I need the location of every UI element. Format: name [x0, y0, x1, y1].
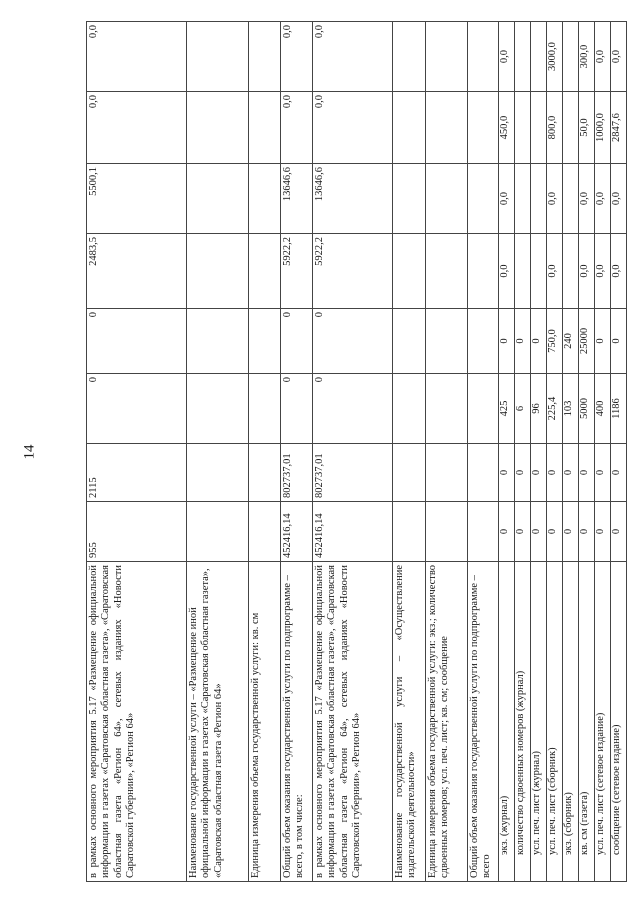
cell-value: 0,0 [499, 164, 515, 234]
cell-value: 0 [515, 502, 531, 562]
cell-value: 802737,01 [281, 444, 313, 502]
cell-value [187, 234, 249, 309]
cell-value [426, 309, 468, 374]
cell-value: 2115 [87, 444, 187, 502]
row-label: в рамках основного мероприятия 5.17 «Размещение официальной информации в газетах «Саратовская областная газета», «Саратовская областная газета «Регион 64», сетевых изданиях «Новости Саратовской губернии», «Регион 64» [87, 562, 187, 882]
cell-value: 0,0 [547, 234, 563, 309]
cell-value: 5922,2 [313, 234, 393, 309]
cell-value [515, 92, 531, 164]
cell-value: 13646,6 [313, 164, 393, 234]
cell-value: 955 [87, 502, 187, 562]
cell-value: 2483,5 [87, 234, 187, 309]
cell-value: 0 [515, 444, 531, 502]
cell-value [531, 234, 547, 309]
cell-value: 1186 [611, 374, 627, 444]
cell-value [468, 234, 499, 309]
cell-value: 0 [595, 502, 611, 562]
cell-value: 0,0 [313, 22, 393, 92]
cell-value [468, 92, 499, 164]
table-row [393, 22, 426, 882]
cell-value [426, 22, 468, 92]
cell-value [426, 92, 468, 164]
cell-value: 0 [579, 502, 595, 562]
cell-value: 0 [313, 374, 393, 444]
cell-value: 0 [611, 444, 627, 502]
cell-value [249, 444, 281, 502]
row-label: в рамках основного мероприятия 5.17 «Размещение официальной информации в газетах «Саратовская областная газета», «Саратовская областная газета «Регион 64», сетевых изданиях «Новости Саратовской губернии», «Регион 64» [313, 562, 393, 882]
row-label: кв. см (газета) [579, 562, 595, 882]
cell-value: 0,0 [595, 164, 611, 234]
cell-value: 0,0 [579, 164, 595, 234]
row-label: усл. печ. лист (сетевое издание) [595, 562, 611, 882]
cell-value: 452416,14 [281, 502, 313, 562]
cell-value: 96 [531, 374, 547, 444]
cell-value: 0 [579, 444, 595, 502]
table-row [563, 22, 579, 882]
cell-value: 802737,01 [313, 444, 393, 502]
cell-value [393, 22, 426, 92]
cell-value: 450,0 [499, 92, 515, 164]
cell-value: 800,0 [547, 92, 563, 164]
budget-table [86, 21, 627, 882]
cell-value: 6 [515, 374, 531, 444]
cell-value [393, 502, 426, 562]
table-row [187, 22, 249, 882]
cell-value [393, 309, 426, 374]
cell-value [563, 92, 579, 164]
cell-value [563, 22, 579, 92]
table-row [426, 22, 468, 882]
cell-value: 0 [595, 309, 611, 374]
row-label: Единица измерения объема государственной услуги: экз.; количество сдвоенных номеров; усл. печ. лист; кв. см; сообщение [426, 562, 468, 882]
cell-value [515, 234, 531, 309]
cell-value [393, 164, 426, 234]
table-row [281, 22, 313, 882]
cell-value: 0,0 [611, 164, 627, 234]
page-number: 14 [21, 444, 38, 460]
cell-value: 0,0 [313, 92, 393, 164]
cell-value [426, 234, 468, 309]
cell-value: 240 [563, 309, 579, 374]
table-row [468, 22, 499, 882]
cell-value: 0 [515, 309, 531, 374]
row-label: количество сдвоенных номеров (журнал) [515, 562, 531, 882]
cell-value [515, 22, 531, 92]
cell-value [531, 164, 547, 234]
cell-value: 0,0 [611, 234, 627, 309]
table-row [595, 22, 611, 882]
cell-value: 0,0 [547, 164, 563, 234]
cell-value: 0 [499, 309, 515, 374]
row-label: усл. печ. лист (сборник) [547, 562, 563, 882]
row-label: Единица измерения объема государственной услуги: кв. см [249, 562, 281, 882]
cell-value [249, 22, 281, 92]
cell-value: 0,0 [87, 22, 187, 92]
cell-value: 0,0 [281, 22, 313, 92]
cell-value: 0 [281, 374, 313, 444]
cell-value [531, 22, 547, 92]
cell-value: 0,0 [87, 92, 187, 164]
cell-value: 5000 [579, 374, 595, 444]
cell-value: 0,0 [499, 22, 515, 92]
cell-value: 0 [611, 309, 627, 374]
cell-value: 2847,6 [611, 92, 627, 164]
cell-value: 103 [563, 374, 579, 444]
cell-value: 0 [563, 444, 579, 502]
cell-value: 0 [87, 374, 187, 444]
cell-value [393, 92, 426, 164]
cell-value: 25000 [579, 309, 595, 374]
row-label: Наименование государственной услуги – «Осуществление издательской деятельности» [393, 562, 426, 882]
cell-value [531, 92, 547, 164]
cell-value: 0 [531, 444, 547, 502]
cell-value: 0 [595, 444, 611, 502]
cell-value: 0 [547, 444, 563, 502]
cell-value [187, 374, 249, 444]
cell-value [187, 22, 249, 92]
cell-value: 5500,1 [87, 164, 187, 234]
cell-value: 0 [499, 502, 515, 562]
cell-value [563, 234, 579, 309]
cell-value: 50,0 [579, 92, 595, 164]
cell-value [468, 164, 499, 234]
cell-value [468, 374, 499, 444]
cell-value [426, 502, 468, 562]
cell-value: 0 [531, 309, 547, 374]
cell-value: 0 [87, 309, 187, 374]
cell-value [249, 502, 281, 562]
cell-value [187, 444, 249, 502]
cell-value: 0 [563, 502, 579, 562]
cell-value [187, 309, 249, 374]
cell-value [426, 374, 468, 444]
cell-value: 0 [499, 444, 515, 502]
cell-value [563, 164, 579, 234]
cell-value [187, 92, 249, 164]
cell-value: 0 [611, 502, 627, 562]
table-row [87, 22, 187, 882]
cell-value [515, 164, 531, 234]
cell-value [187, 164, 249, 234]
cell-value [187, 502, 249, 562]
cell-value [249, 164, 281, 234]
cell-value [468, 444, 499, 502]
row-label: усл. печ. лист (журнал) [531, 562, 547, 882]
cell-value [468, 309, 499, 374]
cell-value: 5922,2 [281, 234, 313, 309]
cell-value: 400 [595, 374, 611, 444]
cell-value: 0,0 [281, 92, 313, 164]
cell-value [393, 444, 426, 502]
table-row [313, 22, 393, 882]
row-label: Общий объем оказания государственной услуги по подпрограмме – всего, в том числе: [281, 562, 313, 882]
cell-value [249, 234, 281, 309]
cell-value [468, 502, 499, 562]
cell-value [393, 234, 426, 309]
cell-value: 0,0 [595, 234, 611, 309]
row-label: экз. (сборник) [563, 562, 579, 882]
table-row [547, 22, 563, 882]
cell-value: 0,0 [595, 22, 611, 92]
table-row [515, 22, 531, 882]
table-row [579, 22, 595, 882]
table-row [531, 22, 547, 882]
cell-value: 13646,6 [281, 164, 313, 234]
cell-value: 3000,0 [547, 22, 563, 92]
cell-value: 750,0 [547, 309, 563, 374]
cell-value: 0 [547, 502, 563, 562]
cell-value: 452416,14 [313, 502, 393, 562]
cell-value [249, 92, 281, 164]
row-label: экз. (журнал) [499, 562, 515, 882]
cell-value: 300,0 [579, 22, 595, 92]
cell-value [249, 374, 281, 444]
cell-value: 0,0 [499, 234, 515, 309]
table-row [499, 22, 515, 882]
cell-value: 0,0 [579, 234, 595, 309]
cell-value: 0,0 [611, 22, 627, 92]
table-container [86, 22, 622, 882]
cell-value: 0 [531, 502, 547, 562]
cell-value: 0 [313, 309, 393, 374]
table-row [249, 22, 281, 882]
row-label: Наименование государственной услуги – «Размещение иной официальной информации в газетах «Саратовская областная газета», «Саратовская областная газета «Регион 64» [187, 562, 249, 882]
row-label: сообщение (сетевое издание) [611, 562, 627, 882]
cell-value [249, 309, 281, 374]
cell-value: 1000,0 [595, 92, 611, 164]
row-label: Общий объем оказания государственной услуги по подпрограмме – всего [468, 562, 499, 882]
cell-value [426, 444, 468, 502]
table-row [611, 22, 627, 882]
cell-value [468, 22, 499, 92]
cell-value: 0 [281, 309, 313, 374]
cell-value [426, 164, 468, 234]
cell-value: 225,4 [547, 374, 563, 444]
cell-value: 425 [499, 374, 515, 444]
rotated-table-frame [86, 22, 622, 882]
cell-value [393, 374, 426, 444]
